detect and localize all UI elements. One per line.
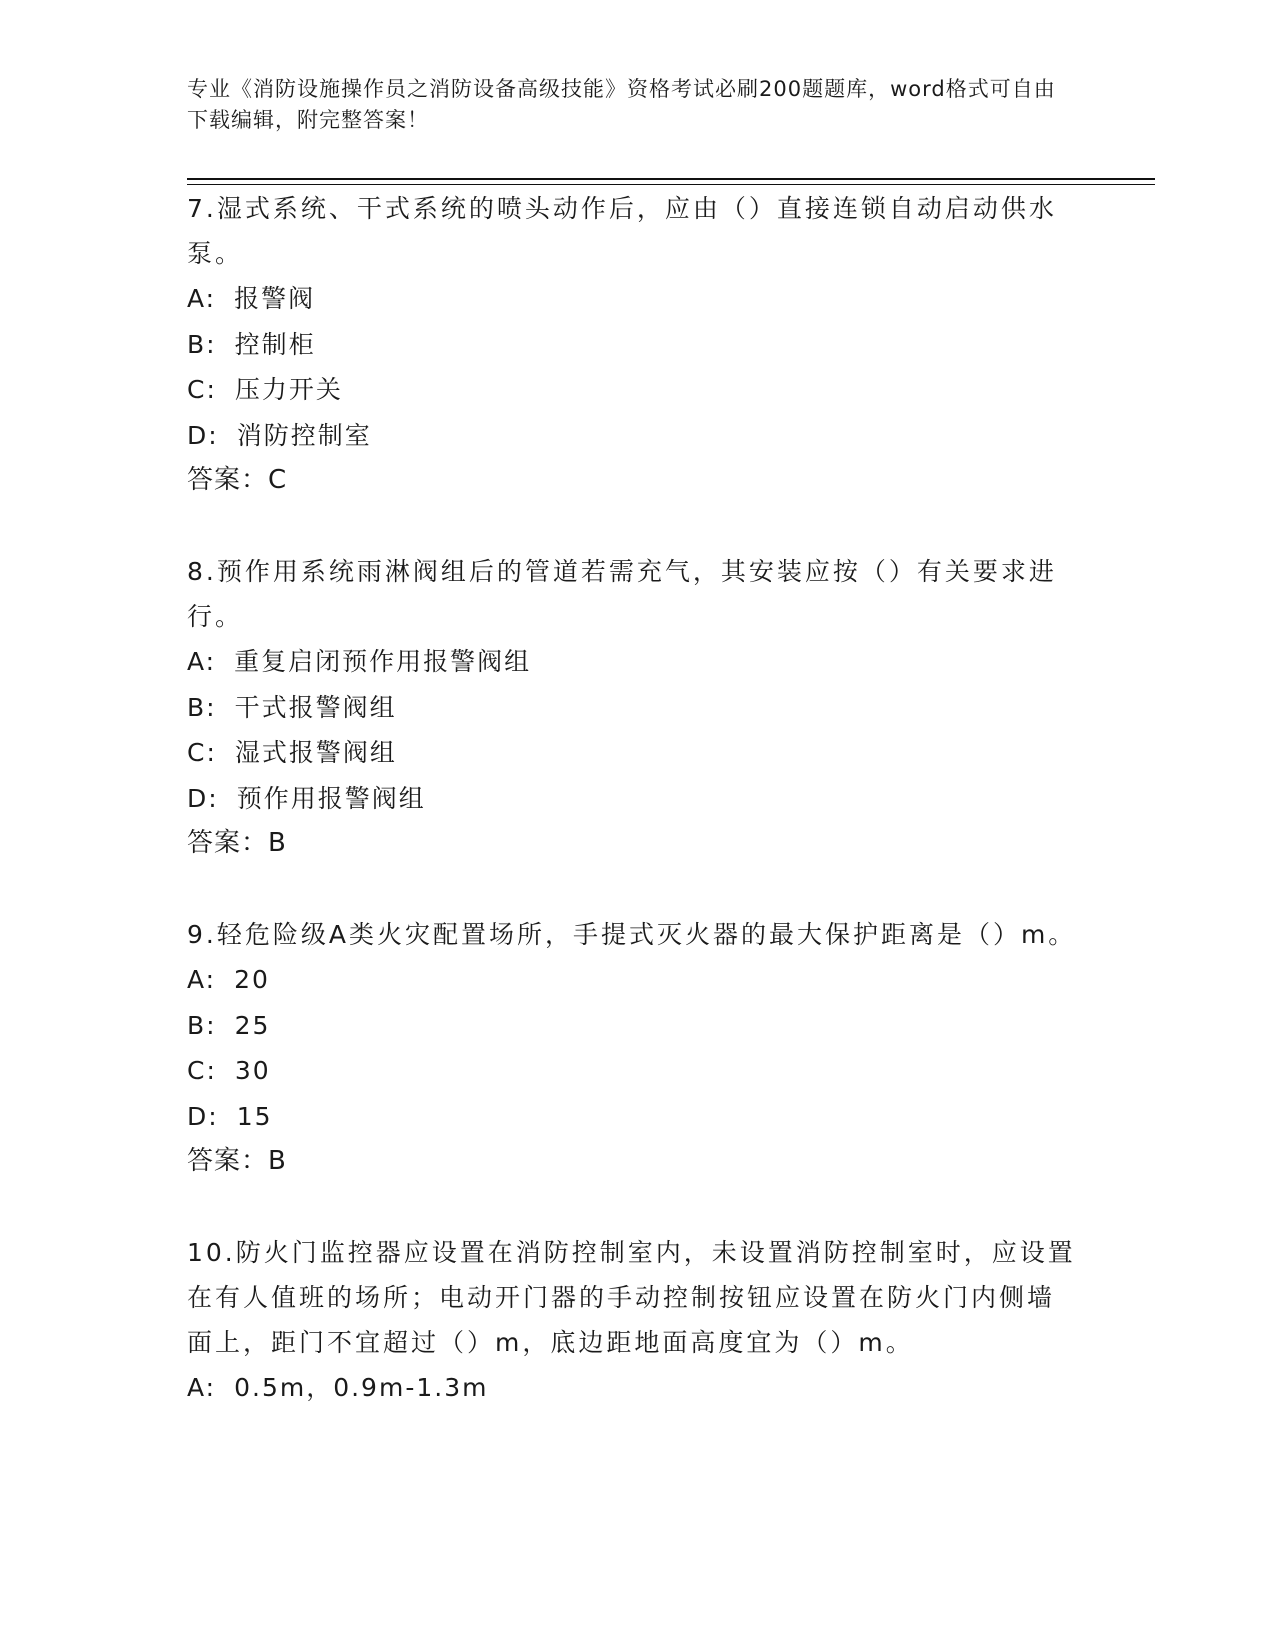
option-b <box>187 685 1087 731</box>
option-a <box>187 639 1087 685</box>
option-letter: C: <box>187 375 217 404</box>
option-text: 消防控制室 <box>236 420 372 450</box>
option-letter: A: <box>187 284 217 313</box>
option-d <box>187 413 1087 459</box>
option-c <box>187 367 1087 413</box>
option-letter: B: <box>187 329 217 359</box>
option-a <box>187 276 1087 322</box>
option-letter: D: <box>187 420 219 450</box>
option-letter: C: <box>187 738 217 767</box>
option-text: 25 <box>234 1010 271 1040</box>
document-header: 专业《消防设施操作员之消防设备高级技能》资格考试必刷200题题库，word格式可自由下载编辑，附完整答案！ <box>187 77 1056 132</box>
option-d <box>187 776 1087 822</box>
header-divider-thick <box>187 178 1155 180</box>
option-text: 预作用报警阀组 <box>236 783 426 813</box>
option-b <box>187 1003 1087 1049</box>
question-stem: 9.轻危险级A类火灾配置场所，手提式灭火器的最大保护距离是（）m。 <box>187 920 1077 949</box>
option-letter: C: <box>187 1056 217 1085</box>
option-c <box>187 730 1087 776</box>
option-text: 重复启闭预作用报警阀组 <box>234 647 532 676</box>
option-text: 控制柜 <box>234 329 316 359</box>
option-text: 报警阀 <box>234 284 316 313</box>
option-letter: D: <box>187 783 219 813</box>
option-letter: A: <box>187 1373 217 1402</box>
question-list <box>187 186 1087 1411</box>
question-9 <box>187 912 1087 1184</box>
answer-line: 答案：B <box>187 828 287 858</box>
option-text: 压力开关 <box>234 375 343 404</box>
option-letter: A: <box>187 965 217 994</box>
option-text: 15 <box>236 1101 273 1131</box>
question-stem: 7.湿式系统、干式系统的喷头动作后，应由（）直接连锁自动启动供水泵。 <box>187 194 1057 268</box>
option-letter: D: <box>187 1101 219 1131</box>
option-text: 0.5m，0.9m-1.3m <box>234 1373 489 1402</box>
question-stem: 10.防火门监控器应设置在消防控制室内，未设置消防控制室时，应设置在有人值班的场所；电动开门器的手动控制按钮应设置在防火门内侧墙面上，距门不宜超过（）m，底边距地面高度宜为（）m。 <box>187 1238 1076 1357</box>
option-text: 20 <box>234 965 270 994</box>
option-letter: A: <box>187 647 217 676</box>
question-8 <box>187 549 1087 866</box>
option-d <box>187 1094 1087 1140</box>
option-c <box>187 1048 1087 1094</box>
question-7 <box>187 186 1087 503</box>
option-letter: B: <box>187 1010 217 1040</box>
option-a <box>187 1365 1087 1411</box>
option-text: 湿式报警阀组 <box>234 738 397 767</box>
option-text: 30 <box>234 1056 271 1085</box>
option-a <box>187 957 1087 1003</box>
option-letter: B: <box>187 692 217 722</box>
option-text: 干式报警阀组 <box>234 692 397 722</box>
answer-line: 答案：C <box>187 465 288 495</box>
header-divider-thin <box>187 184 1155 185</box>
question-10 <box>187 1230 1087 1411</box>
answer-line: 答案：B <box>187 1146 287 1176</box>
question-stem: 8.预作用系统雨淋阀组后的管道若需充气，其安装应按（）有关要求进行。 <box>187 557 1057 631</box>
option-b <box>187 322 1087 368</box>
